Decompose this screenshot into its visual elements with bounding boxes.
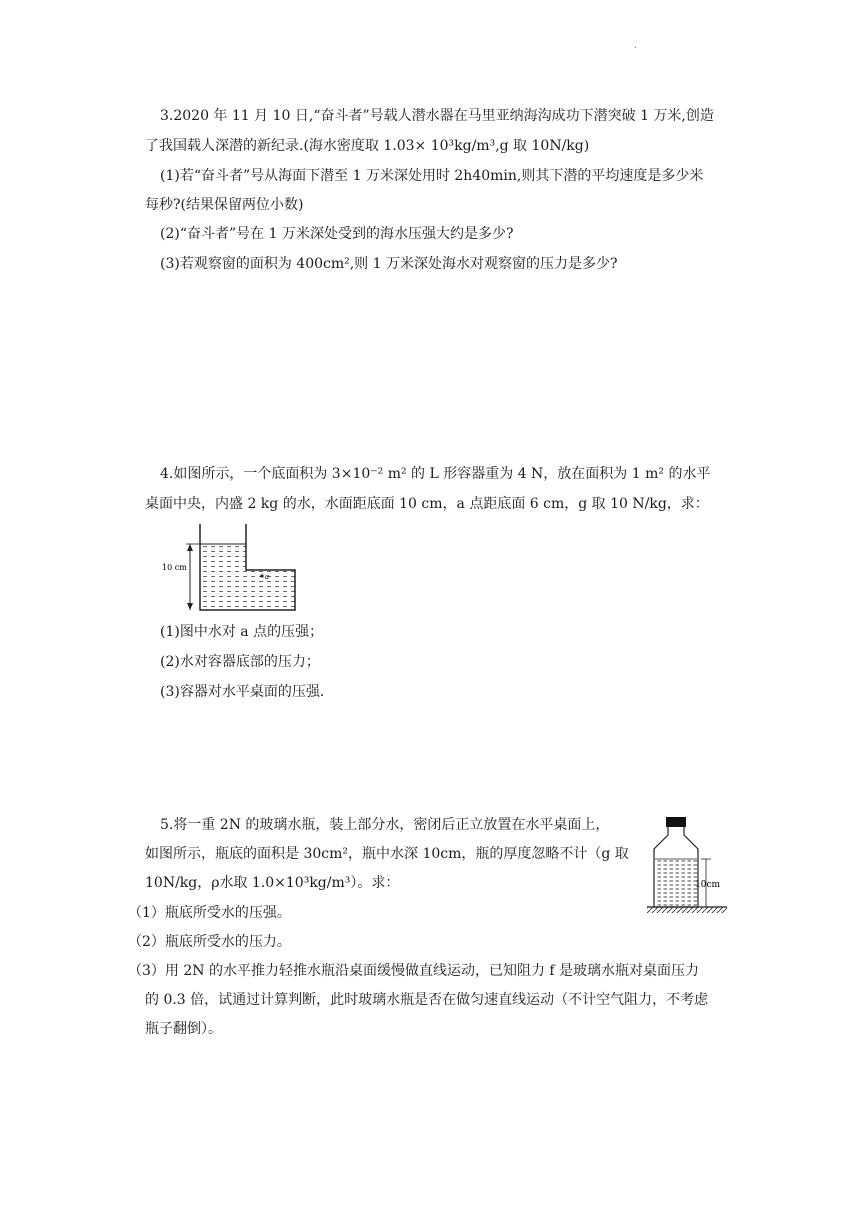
problem-3-line-2: 了我国载人深潜的新纪录.(海水密度取 1.03× 10³kg/m³,g 取 10N/kg) xyxy=(145,138,590,154)
problem-3-question-2: (2)“奋斗者”号在 1 万米深处受到的海水压强大约是多少? xyxy=(160,226,514,242)
figure-point-a-label: a xyxy=(265,573,270,581)
problem-4-line-1: 4.如图所示，一个底面积为 3×10⁻² m² 的 L 形容器重为 4 N，放在面积为 1 m² 的水平 xyxy=(160,466,711,482)
problem-4-question-2: (2)水对容器底部的压力； xyxy=(160,654,320,670)
problem-3-question-3: (3)若观察窗的面积为 400cm²,则 1 万米深处海水对观察窗的压力是多少? xyxy=(160,256,618,272)
problem-5-question-2: （2）瓶底所受水的压力。 xyxy=(128,934,291,950)
l-container-figure xyxy=(162,524,302,614)
problem-3-question-1-cont: 每秒?(结果保留两位小数) xyxy=(145,197,304,213)
problem-5-question-3-end: 瓶子翻倒）。 xyxy=(145,1021,222,1037)
problem-4-line-2: 桌面中央，内盛 2 kg 的水，水面距底面 10 cm，a 点距底面 6 cm，g 取 10 N/kg，求： xyxy=(145,496,709,512)
problem-5-line-2: 如图所示，瓶底的面积是 30cm²，瓶中水深 10cm，瓶的厚度忽略不计（g 取 xyxy=(145,846,629,862)
problem-4-question-1: (1)图中水对 a 点的压强； xyxy=(160,624,324,640)
problem-5-question-3-cont: 的 0.3 倍，试通过计算判断，此时玻璃水瓶是否在做匀速直线运动（不计空气阻力，不考虑 xyxy=(145,992,709,1008)
problem-5-line-1: 5.将一重 2N 的玻璃水瓶，装上部分水，密闭后正立放置在水平桌面上， xyxy=(160,817,610,833)
problem-3-line-1: 3.2020 年 11 月 10 日,“奋斗者”号载人潜水器在马里亚纳海沟成功下潜突破 1 万米,创造 xyxy=(160,108,714,124)
problem-5-question-1: （1）瓶底所受水的压强。 xyxy=(128,905,291,921)
problem-5-line-3: 10N/kg，ρ水取 1.0×10³kg/m³）。求： xyxy=(145,875,400,891)
bottle-height-label: 10cm xyxy=(695,880,721,890)
page-mark: . xyxy=(634,40,637,51)
figure-height-label: 10 cm xyxy=(162,563,187,572)
problem-3-question-1: (1)若“奋斗者”号从海面下潜至 1 万米深处用时 2h40min,则其下潜的平均速度是多少米 xyxy=(160,168,704,184)
bottle-figure xyxy=(645,815,730,915)
problem-5-question-3: （3）用 2N 的水平推力轻推水瓶沿桌面缓慢做直线运动，已知阻力 f 是玻璃水瓶对桌面压力 xyxy=(128,963,700,979)
problem-4-question-3: (3)容器对水平桌面的压强. xyxy=(160,684,325,700)
